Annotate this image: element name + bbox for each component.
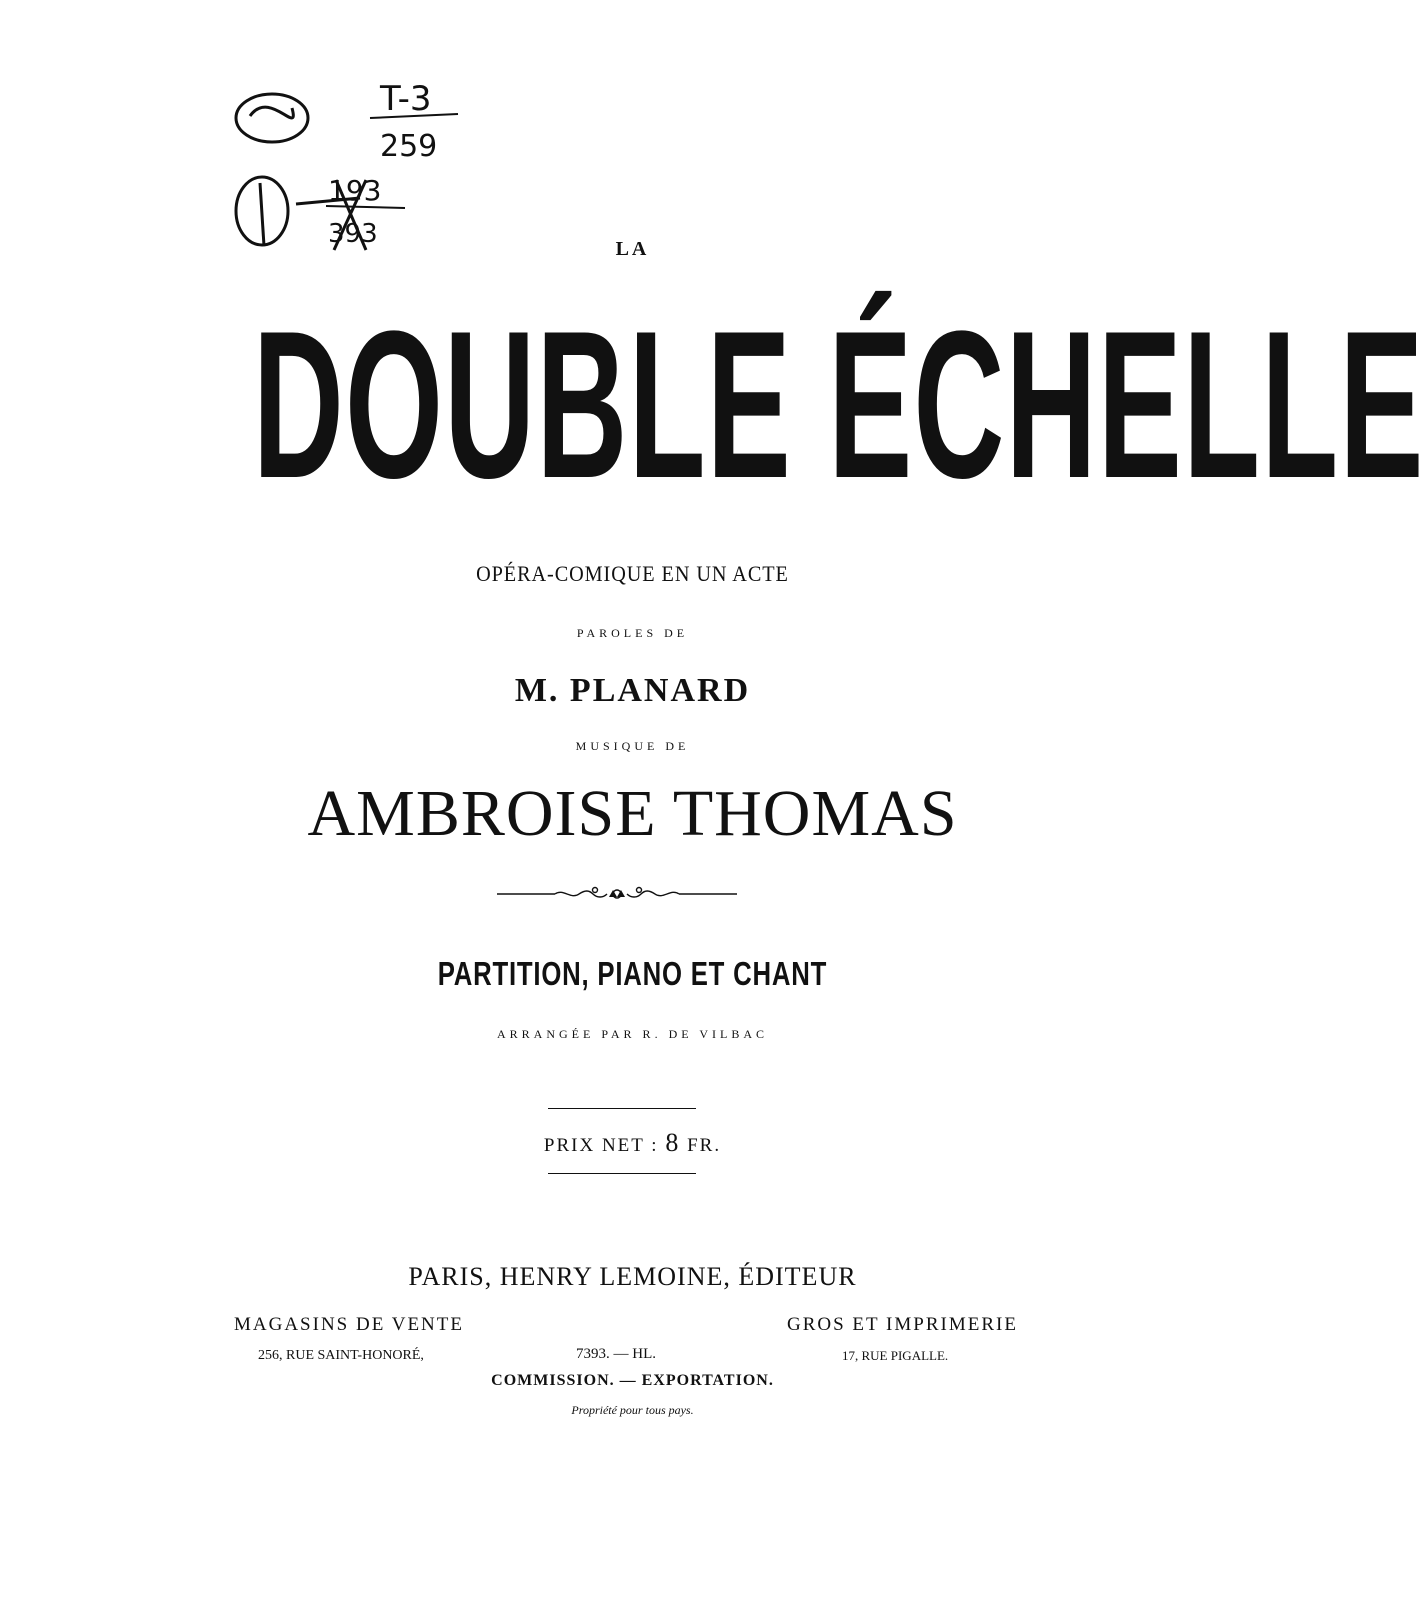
shelfmark-upper-top: T-3	[380, 79, 432, 119]
price-line	[0, 1128, 1265, 1158]
shelfmark-lower-top: 193	[328, 174, 382, 207]
genre-line: OPÉRA-COMIQUE EN UN ACTE	[476, 561, 789, 586]
rights-notice: Propriété pour tous pays.	[571, 1403, 694, 1417]
ornament-divider-icon	[497, 884, 737, 904]
price-rule-bottom	[548, 1173, 696, 1174]
title-article: LA	[615, 238, 650, 260]
price-amount: 8	[665, 1128, 681, 1157]
librettist-name: M. PLANARD	[514, 672, 751, 709]
shelfmark-upper-bottom: 259	[380, 129, 438, 164]
shop-left-address: 256, RUE SAINT-HONORÉ,	[258, 1348, 424, 1363]
plate-number: 7393. — HL.	[576, 1346, 656, 1362]
main-title: DOUBLE ÉCHELLE	[252, 287, 1425, 522]
composer-name: AMBROISE THOMAS	[307, 777, 958, 850]
price-rule-top	[548, 1108, 696, 1109]
paroles-label: PAROLES DE	[576, 626, 689, 640]
musique-label: MUSIQUE DE	[575, 739, 690, 753]
arranger-credit: ARRANGÉE PAR R. DE VILBAC	[496, 1027, 769, 1041]
score-type: PARTITION, PIANO ET CHANT	[437, 955, 828, 992]
shop-right-address: 17, RUE PIGALLE.	[842, 1348, 949, 1363]
price-unit: FR.	[687, 1135, 722, 1156]
library-stamp-upper-icon	[236, 94, 308, 142]
shelfmark-lower-bottom: 393	[328, 219, 378, 249]
shop-right-label: GROS ET IMPRIMERIE	[787, 1314, 1018, 1335]
commission-line: COMMISSION. — EXPORTATION.	[491, 1372, 774, 1389]
price-label: PRIX NET :	[543, 1135, 659, 1156]
shop-left-label: MAGASINS DE VENTE	[234, 1314, 464, 1335]
publisher-line: PARIS, HENRY LEMOINE, ÉDITEUR	[408, 1262, 857, 1291]
